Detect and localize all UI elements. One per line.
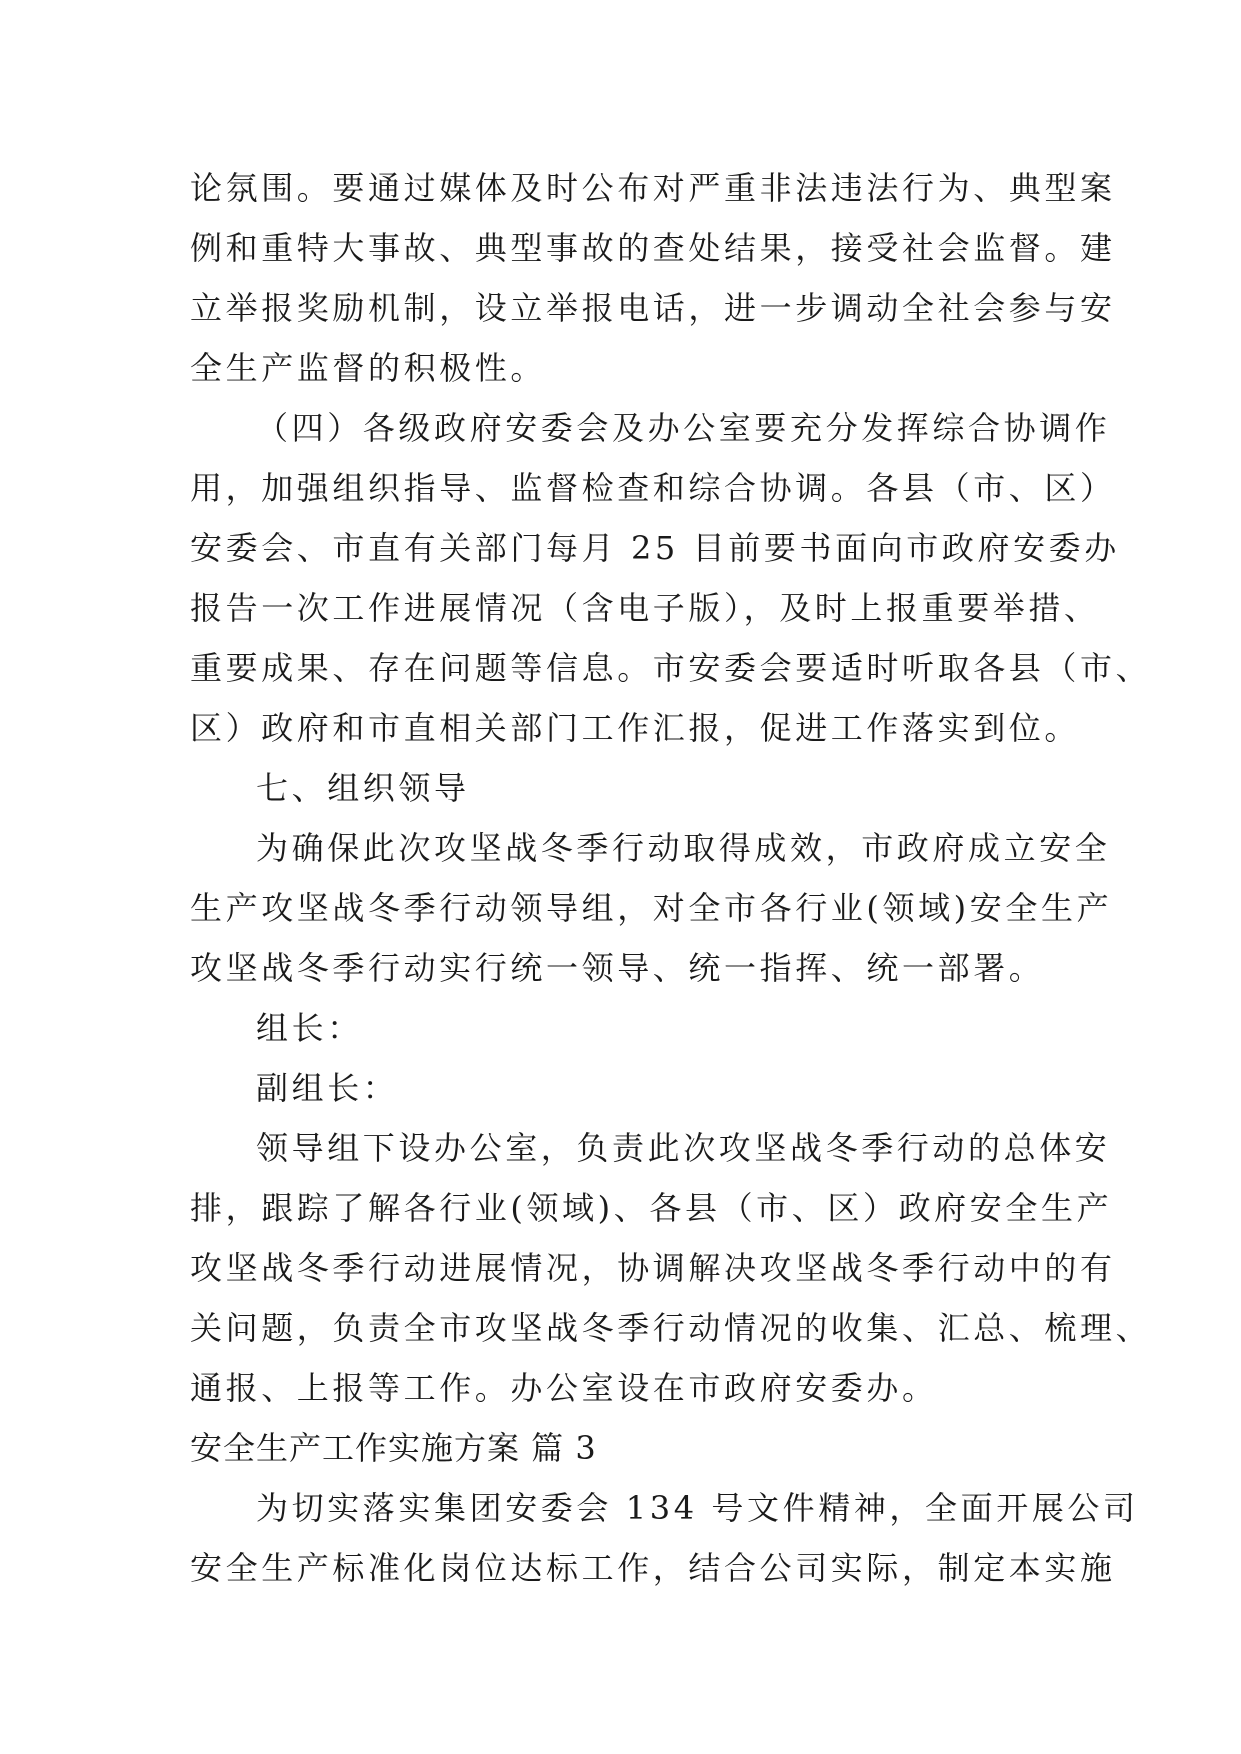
section-heading-organization: 七、组织领导 [256, 769, 470, 807]
text-line: 为切实落实集团安委会 134 号文件精神，全面开展公司 [256, 1489, 1139, 1527]
deputy-leader-label: 副组长： [256, 1069, 399, 1107]
text-line: （四）各级政府安委会及办公室要充分发挥综合协调作 [256, 409, 1111, 447]
text-line: 全生产监督的积极性。 [190, 349, 547, 387]
text-line: 领导组下设办公室，负责此次攻坚战冬季行动的总体安 [256, 1129, 1111, 1167]
text-line: 生产攻坚战冬季行动领导组，对全市各行业(领域)安全生产 [190, 889, 1113, 927]
text-line: 立举报奖励机制，设立举报电话，进一步调动全社会参与安 [190, 289, 1116, 327]
text-line: 例和重特大事故、典型事故的查处结果，接受社会监督。建 [190, 229, 1116, 267]
text-line: 安委会、市直有关部门每月 25 目前要书面向市政府安委办 [190, 529, 1120, 567]
text-line: 排，跟踪了解各行业(领域)、各县（市、区）政府安全生产 [190, 1189, 1113, 1227]
text-line: 安全生产标准化岗位达标工作，结合公司实际，制定本实施 [190, 1549, 1116, 1587]
document-body [190, 158, 1152, 1598]
text-line: 关问题，负责全市攻坚战冬季行动情况的收集、汇总、梳理、 [190, 1309, 1152, 1347]
text-line: 区）政府和市直相关部门工作汇报，促进工作落实到位。 [190, 709, 1081, 747]
text-line: 攻坚战冬季行动进展情况，协调解决攻坚战冬季行动中的有 [190, 1249, 1116, 1287]
article-title: 安全生产工作实施方案 篇 3 [190, 1429, 597, 1467]
text-line: 为确保此次攻坚战冬季行动取得成效，市政府成立安全 [256, 829, 1111, 867]
text-line: 论氛围。要通过媒体及时公布对严重非法违法行为、典型案 [190, 169, 1116, 207]
text-line: 重要成果、存在问题等信息。市安委会要适时听取各县（市、 [190, 649, 1152, 687]
text-line: 攻坚战冬季行动实行统一领导、统一指挥、统一部署。 [190, 949, 1045, 987]
group-leader-label: 组长： [256, 1009, 363, 1047]
text-line: 用，加强组织指导、监督检查和综合协调。各县（市、区） [190, 469, 1116, 507]
text-line: 报告一次工作进展情况（含电子版），及时上报重要举措、 [190, 589, 1100, 627]
text-line: 通报、上报等工作。办公室设在市政府安委办。 [190, 1369, 938, 1407]
